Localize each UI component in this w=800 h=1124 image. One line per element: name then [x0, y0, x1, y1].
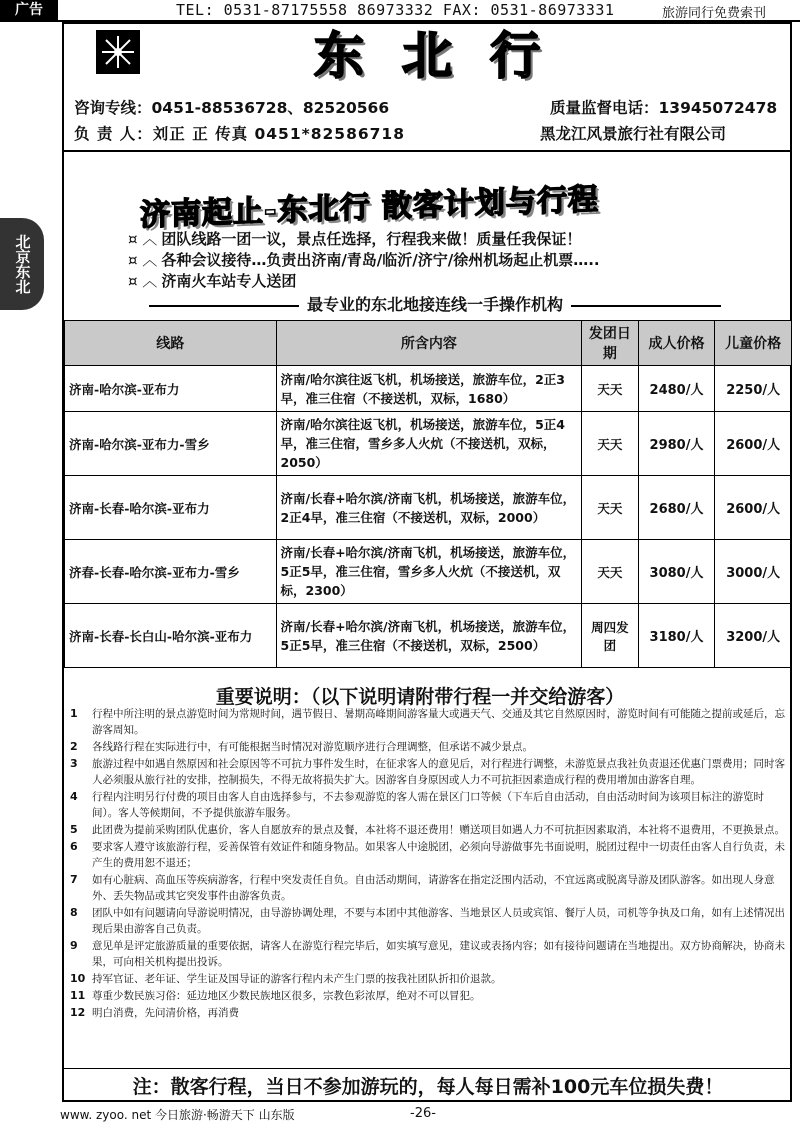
- footer-text: www. zyoo. net 今日旅游·畅游天下 山东版: [60, 1108, 295, 1122]
- note-item: 9 意见单是评定旅游质量的重要依据，请客人在游览行程完毕后，如实填写意见，建议或表扬内容；如有接待问题请在当地提出。双方协商解决，协商未果，可向相关机构提出投诉。: [70, 939, 785, 968]
- note-item: 7 如有心脏病、高血压等疾病游客，行程中突发责任自负。自由活动期间，请游客在指定泛围内活动，不宜远离或脱离导游及团队游客。如出现人身意外、丢失物品或其它突发事件由游客负责。: [70, 873, 775, 902]
- routes-table: [64, 320, 792, 668]
- note-item: 10 持军官证、老年证、学生证及国导证的游客行程内未产生门票的按我社团队折扣价退款。: [70, 972, 502, 985]
- notice-title: 重要说明：（以下说明请附带行程一并交给游客）: [215, 686, 625, 708]
- note-item: 6 要求客人遵守该旅游行程，妥善保管有效证件和随身物品。如果客人中途脱团，必须向导游做事先书面说明，脱团过程中一切责任由客人自行负责，未产生的费用恕不退还；: [70, 840, 785, 869]
- note-item: 1 行程中所注明的景点游览时间为常规时间，遇节假日、暑期高峰期间游客量大或遇天气、交通及其它自然原因时，游览时间有可能随之提前或延后，忘游客周知。: [70, 707, 785, 736]
- note-item: 8 团队中如有问题请向导游说明情况，由导游协调处理，不要与本团中其他游客、当地景区人员或宾馆、餐厅人员，司机等争执及口角，如有上述情况出现后果由游客自己负责。: [70, 906, 785, 935]
- manager-fax: 负 责 人：刘正 正 传真 0451*82586718: [74, 125, 406, 143]
- snowflake-logo-icon: [96, 30, 140, 74]
- table-row: 济南-长春-长白山-哈尔滨-亚布力 济南/长春+哈尔滨/济南飞机，机场接送，旅游车位，5正5早，准三住宿（不接送机，双标，2500） 周四发团 3180/人 3200/人: [65, 604, 792, 668]
- table-header-row: [65, 321, 792, 366]
- side-tab: 北京东北: [0, 218, 44, 310]
- bullet-list: [128, 228, 600, 291]
- subtitle-line-left: [149, 305, 299, 307]
- note-item: 11 尊重少数民族习俗：延边地区少数民族地区很多，宗教色彩浓厚，绝对不可以冒犯。: [70, 989, 481, 1002]
- bullet-icon: ¤ ︿: [128, 272, 158, 290]
- bullet-item: ¤ ︿ 济南火车站专人送团: [128, 272, 297, 290]
- table-row: 济南-哈尔滨-亚布力 济南/哈尔滨往返飞机，机场接送，旅游车位，2正3早，准三住宿（不接送机，双标，1680） 天天 2480/人 2250/人: [65, 366, 792, 412]
- bottom-warning: 注：散客行程，当日不参加游玩的，每人每日需补100元车位损失费！: [64, 1068, 792, 1099]
- col-route: 线路: [65, 321, 277, 366]
- table-row: 济春-长春-哈尔滨-亚布力-雪乡 济南/长春+哈尔滨/济南飞机，机场接送，旅游车位，5正5早，准三住宿，雪乡多人火炕（不接送机，双标，2300） 天天 3080/人 3000/人: [65, 540, 792, 604]
- col-date: 发团日期: [582, 321, 639, 366]
- header-divider: [64, 150, 790, 152]
- note-item: 2 各线路行程在实际进行中，有可能根据当时情况对游览顺序进行合理调整，但承诺不减少景点。: [70, 740, 533, 753]
- note-item: 12 明白消费，先问清价格，再消费: [70, 1006, 239, 1019]
- col-adult: 成人价格: [638, 321, 715, 366]
- ad-tag: 广告: [0, 0, 58, 20]
- subtitle-line-right: [571, 305, 721, 307]
- table-row: 济南-哈尔滨-亚布力-雪乡 济南/哈尔滨往返飞机，机场接送，旅游车位，5正4早，准三住宿，雪乡多人火炕（不接送机，双标，2050） 天天 2980/人 2600/人: [65, 412, 792, 476]
- top-contact: TEL: 0531-87175558 86973332 FAX: 0531-86973331: [176, 1, 615, 19]
- bullet-icon: ¤ ︿: [128, 251, 158, 269]
- top-right-text: 旅游同行免费索刊: [662, 6, 767, 21]
- table-row: 济南-长春-哈尔滨-亚布力 济南/长春+哈尔滨/济南飞机，机场接送，旅游车位，2正4早，准三住宿（不接送机，双标，2000） 天天 2680/人 2600/人: [65, 476, 792, 540]
- bullet-icon: ¤ ︿: [128, 230, 158, 248]
- page-number: -26-: [410, 1106, 436, 1121]
- supervision-phone: 质量监督电话：13945072478: [550, 99, 778, 117]
- note-item: 3 旅游过程中如遇自然原因和社会原因等不可抗力事件发生时，在征求客人的意见后，对行程进行调整，未游览景点我社负责退还优惠门票费用；同时客人必须服从旅行社的安排，控制损失，不得无故将损失扩大。因游客自身原因或人力不可抗拒因素造成行程的费用增加由游客自理。: [70, 757, 785, 786]
- notes-list: [70, 706, 790, 1022]
- note-item: 5 此团费为提前采购团队优惠价，客人自愿放弃的景点及餐，本社将不退还费用！赠送项目如遇人力不可抗拒因素取消，本社将不退费用，不更换景点。: [70, 823, 785, 836]
- bullet-item: ¤ ︿ 各种会议接待…负责出济南/青岛/临沂/济宁/徐州机场起止机票…..: [128, 251, 600, 269]
- note-item: 4 行程内注明另行付费的项目由客人自由选择参与，不去参观游览的客人需在景区门口等候（下车后自由活动，自由活动时间为该项目标注的游览时间）。客人等候期间，不予提供旅游车服务。: [70, 790, 764, 819]
- col-detail: 所含内容: [276, 321, 582, 366]
- subtitle: 最专业的东北地接连线一手操作机构: [120, 292, 750, 315]
- hotline: 咨询专线：0451-88536728、82520566: [74, 99, 390, 117]
- bullet-item: ¤ ︿ 团队线路一团一议，景点任选择，行程我来做！质量任我保证！: [128, 230, 582, 248]
- col-child: 儿童价格: [715, 321, 792, 366]
- company-name: 黑龙江风景旅行社有限公司: [540, 125, 727, 143]
- brand-title: 东北行: [314, 27, 578, 85]
- plan-title: 济南起止-东北行 散客计划与行程: [140, 182, 599, 234]
